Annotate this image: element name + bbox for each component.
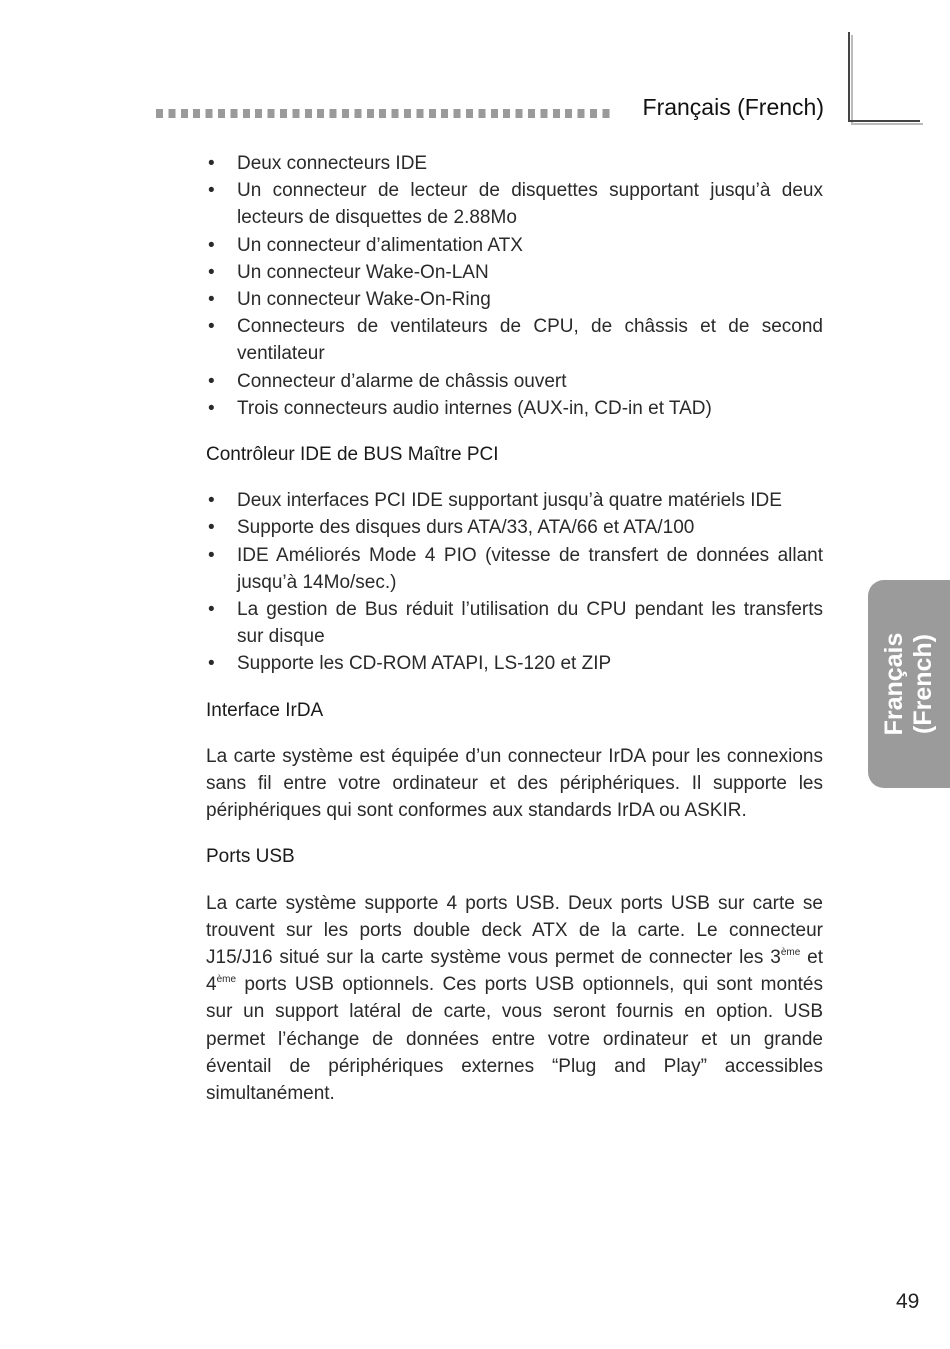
list-item: • Connecteurs de ventilateurs de CPU, de châssis et de second ventilateur bbox=[206, 313, 823, 367]
list-item: • Deux connecteurs IDE bbox=[206, 150, 823, 177]
corner-mark-horizontal bbox=[848, 120, 920, 122]
pci-ide-list bbox=[206, 487, 823, 677]
usb-text-part-1: La carte système supporte 4 ports USB. Deux ports USB sur carte se trouvent sur les ports double deck ATX de la carte. Le connecteur J15/J16 situé sur la carte système vous permet de connecter les 3 bbox=[206, 892, 823, 969]
list-item: • La gestion de Bus réduit l’utilisation du CPU pendant les transferts sur disque bbox=[206, 596, 823, 650]
superscript: ème bbox=[780, 947, 801, 959]
language-side-tab-label bbox=[880, 584, 938, 784]
connector-list bbox=[206, 150, 823, 422]
list-item: • Un connecteur Wake-On-Ring bbox=[206, 286, 823, 313]
section-heading-pci-ide: Contrôleur IDE de BUS Maître PCI bbox=[206, 444, 499, 466]
corner-mark-vertical bbox=[848, 32, 850, 122]
page-content bbox=[206, 150, 823, 1107]
list-item: • Connecteur d’alarme de châssis ouvert bbox=[206, 368, 823, 395]
usb-text-part-2: et 4 bbox=[206, 947, 824, 996]
section-heading-irda: Interface IrDA bbox=[206, 699, 324, 721]
page-header-title: Français (French) bbox=[642, 94, 824, 120]
side-tab-line-2: (French) bbox=[909, 634, 937, 734]
usb-text-part-3: ports USB optionnels. Ces ports USB optionnels, qui sont montés sur un support latéral de carte, vous seront fournis en option. USB permet l’échange de données entre votre ordinateur et un grande éventail de périphériques externes “Plug and Play” accessibles simultanément. bbox=[206, 974, 823, 1105]
list-item: • Supporte les CD-ROM ATAPI, LS-120 et ZIP bbox=[206, 650, 823, 677]
list-item: • Supporte des disques durs ATA/33, ATA/66 et ATA/100 bbox=[206, 514, 823, 541]
section-heading-usb: Ports USB bbox=[206, 846, 295, 868]
header-dotted-rule bbox=[156, 109, 614, 118]
list-item: • Un connecteur Wake-On-LAN bbox=[206, 259, 823, 286]
list-item: • IDE Améliorés Mode 4 PIO (vitesse de transfert de données allant jusqu’à 14Mo/sec.) bbox=[206, 542, 823, 596]
side-tab-line-1: Français bbox=[880, 632, 908, 736]
irda-paragraph: La carte système est équipée d’un connecteur IrDA pour les connexions sans fil entre votre ordinateur et des périphériques. Il supporte les périphériques qui sont conformes aux standards IrDA ou ASKIR. bbox=[206, 745, 823, 822]
list-item: • Un connecteur d’alimentation ATX bbox=[206, 232, 823, 259]
list-item: • Trois connecteurs audio internes (AUX-in, CD-in et TAD) bbox=[206, 395, 823, 422]
list-item: • Un connecteur de lecteur de disquettes supportant jusqu’à deux lecteurs de disquettes de 2.88Mo bbox=[206, 177, 823, 231]
superscript: ème bbox=[216, 974, 237, 986]
list-item: • Deux interfaces PCI IDE supportant jusqu’à quatre matériels IDE bbox=[206, 487, 823, 514]
usb-paragraph bbox=[206, 890, 823, 1108]
page-number: 49 bbox=[896, 1290, 920, 1313]
